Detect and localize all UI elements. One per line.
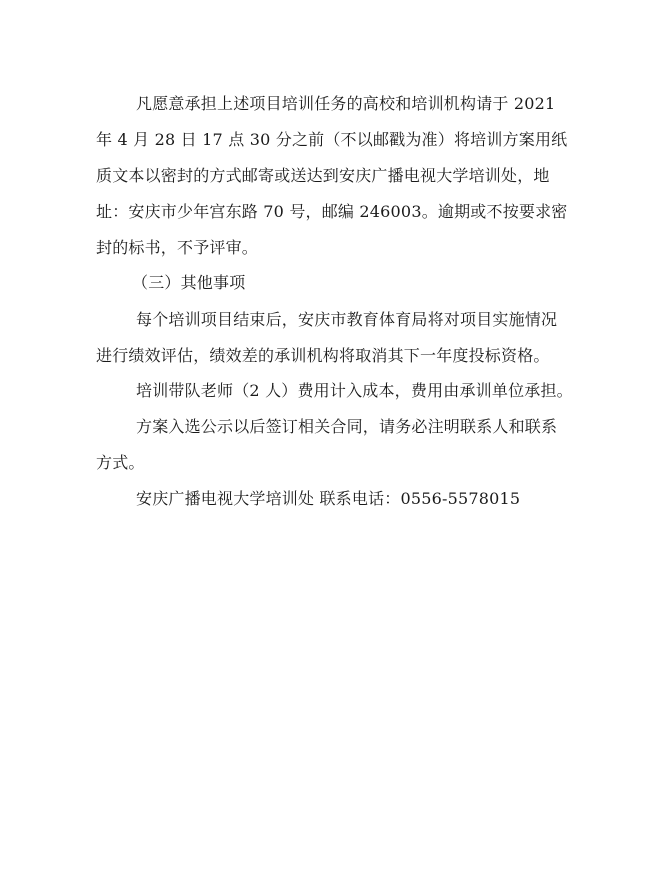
paragraph-1-line-4: 址：安庆市少年宫东路 70 号，邮编 246003。逾期或不按要求密 <box>96 202 568 221</box>
paragraph-1-line-1: 凡愿意承担上述项目培训任务的高校和培训机构请于 2021 <box>136 94 556 113</box>
paragraph-1-line-2: 年 4 月 28 日 17 点 30 分之前（不以邮戳为准）将培训方案用纸 <box>96 130 568 149</box>
contact-line: 安庆广播电视大学培训处 联系电话：0556-5578015 <box>136 489 521 508</box>
paragraph-4-line-1: 方案入选公示以后签订相关合同，请务必注明联系人和联系 <box>136 417 558 436</box>
paragraph-1-line-5: 封的标书，不予评审。 <box>96 238 259 257</box>
section-heading: （三）其他事项 <box>132 273 246 292</box>
paragraph-2-line-2: 进行绩效评估，绩效差的承训机构将取消其下一年度投标资格。 <box>96 346 550 365</box>
paragraph-3-line-1: 培训带队老师（2 人）费用计入成本，费用由承训单位承担。 <box>136 381 573 400</box>
paragraph-2-line-1: 每个培训项目结束后，安庆市教育体育局将对项目实施情况 <box>136 310 558 329</box>
paragraph-4-line-2: 方式。 <box>96 453 145 472</box>
paragraph-1-line-3: 质文本以密封的方式邮寄或送达到安庆广播电视大学培训处，地 <box>96 166 550 185</box>
